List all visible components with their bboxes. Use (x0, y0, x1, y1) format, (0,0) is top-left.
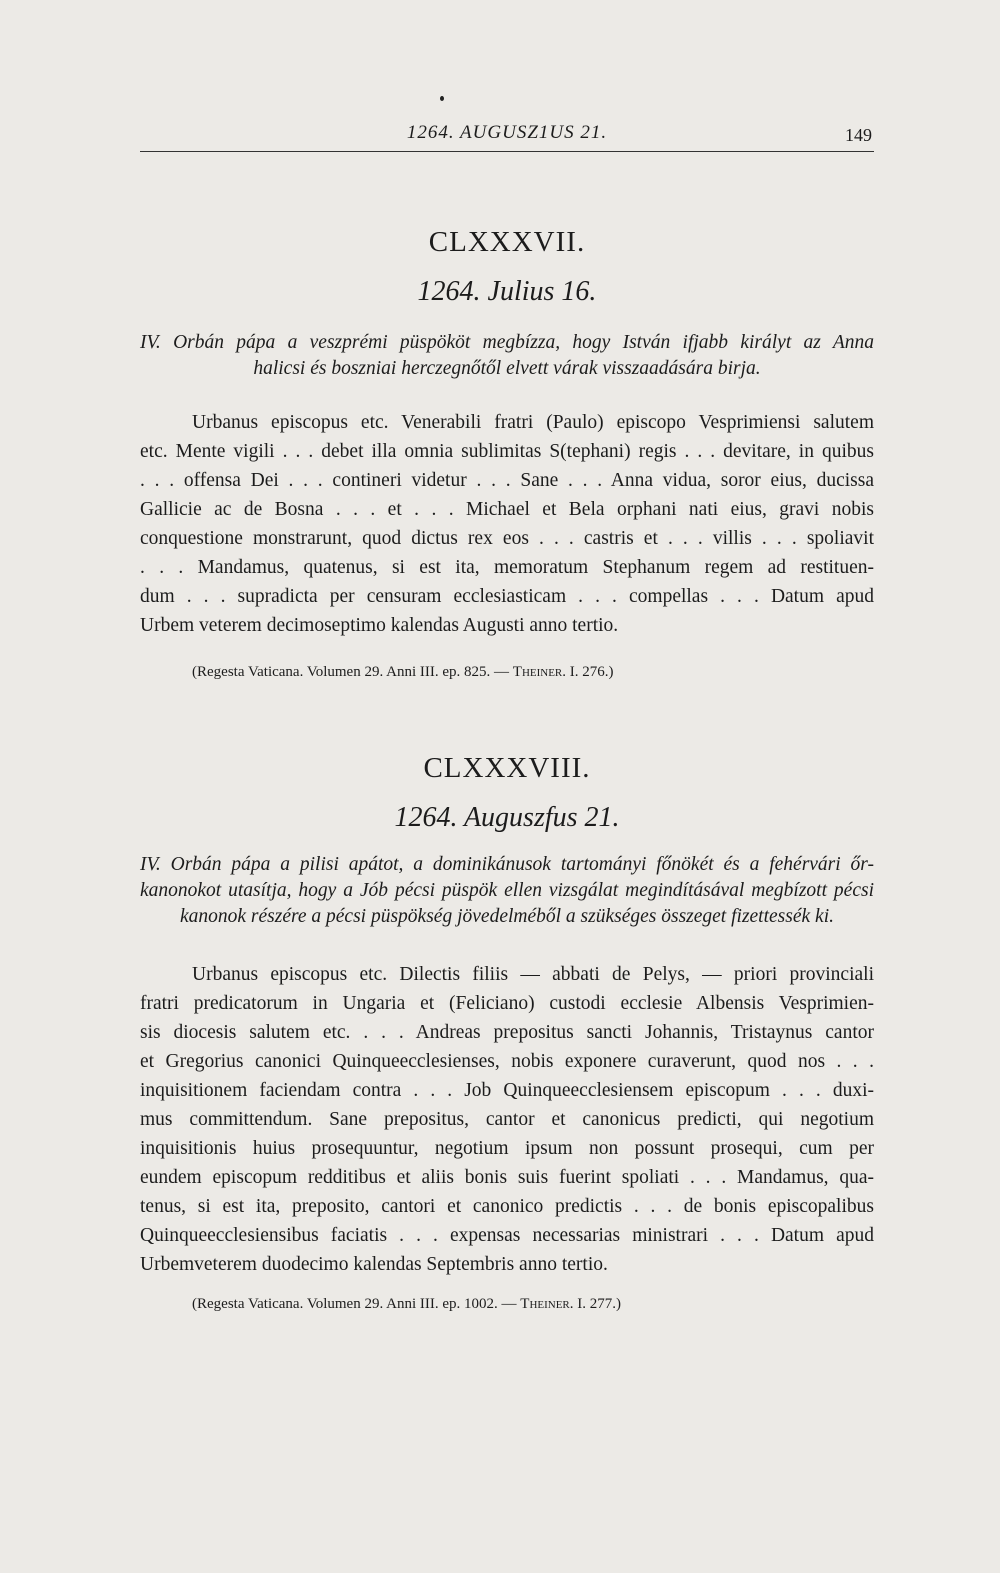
text-line: conquestione monstrarunt, quod dictus rex eos . . . castris et . . . villis . . . spoliavit (140, 528, 874, 549)
text-line: Urbem veterem decimoseptimo kalendas Augusti anno tertio. (140, 615, 619, 636)
text-line: . . . offensa Dei . . . contineri videtur . . . Sane . . . Anna vidua, soror eius, ducissa (140, 470, 874, 491)
running-title: 1264. AUGUSZ1US 21. (406, 122, 608, 143)
document-text (140, 408, 874, 640)
text-line: Quinqueecclesiensibus faciatis . . . expensas necessarias ministrari . . . Datum apud (140, 1225, 874, 1246)
text-line: . . . Mandamus, quatenus, si est ita, memoratum Stephanum regem ad restituen- (140, 557, 874, 578)
summary-line: kanonokot utasítja, hogy a Jób pécsi püspök ellen vizsgálat megindításával megbízott pécsi (140, 880, 874, 901)
source-prefix: (Regesta Vaticana. Volumen 29. Anni III. ep. 1002. — (192, 1296, 521, 1312)
text-line: etc. Mente vigili . . . debet illa omnia sublimitas S(tephani) regis . . . devitare, in quibus (140, 441, 874, 462)
text-line: dum . . . supradicta per censuram ecclesiasticam . . . compellas . . . Datum apud (140, 586, 874, 607)
document-summary (140, 852, 874, 930)
source-author: Theiner (512, 664, 563, 680)
summary-line: halicsi és boszniai herczegnőtől elvett várak visszaadására birja. (253, 358, 761, 379)
text-line: inquisitionis huius prosequuntur, negotium ipsum non possunt prosequi, cum per (140, 1138, 874, 1159)
text-line: et Gregorius canonici Quinqueecclesienses, nobis exponere curaverunt, quod nos . . . (140, 1051, 874, 1072)
summary-line: IV. Orbán pápa a veszprémi püspököt megbízza, hogy István ifjabb királyt az Anna (140, 332, 874, 353)
text-line: tenus, si est ita, preposito, cantori et canonico predictis . . . de bonis episcopalibus (140, 1196, 874, 1217)
text-line: fratri predicatorum in Ungaria et (Feliciano) custodi ecclesie Albensis Vesprimien- (140, 993, 874, 1014)
page-number: 149 (845, 125, 872, 145)
ink-speck (440, 96, 444, 101)
source-suffix: . I. 277.) (569, 1296, 622, 1312)
text-line: eundem episcopum redditibus et aliis bonis suis fuerint spoliati . . . Mandamus, qua- (140, 1167, 874, 1188)
summary-line: kanonok részére a pécsi püspökség jövedelméből a szükséges összeget fizettessék ki. (180, 906, 834, 927)
summary-line: IV. Orbán pápa a pilisi apátot, a dominikánusok tartományi főnökét és a fehérvári őr- (140, 854, 874, 875)
document-date: 1264. Auguszfus 21. (394, 802, 620, 833)
source-citation (192, 1296, 874, 1313)
document-date: 1264. Julius 16. (417, 276, 597, 307)
source-citation (192, 664, 874, 681)
text-line: Gallicie ac de Bosna . . . et . . . Michael et Bela orphani nati eius, gravi nobis (140, 499, 874, 520)
document-number: CLXXXVII. (428, 226, 586, 258)
text-line: sis diocesis salutem etc. . . . Andreas prepositus sancti Johannis, Tristaynus cantor (140, 1022, 874, 1043)
text-line: mus committendum. Sane prepositus, cantor et canonicus predicti, qui negotium (140, 1109, 874, 1130)
text-line: inquisitionem faciendam contra . . . Job Quinqueecclesiensem episcopum . . . duxi- (140, 1080, 874, 1101)
source-author: Theiner (520, 1296, 570, 1312)
text-line: Urbanus episcopus etc. Dilectis filiis — abbati de Pelys, — priori provinciali (192, 964, 874, 985)
text-line: Urbemveterem duodecimo kalendas Septembris anno tertio. (140, 1254, 608, 1275)
document-text (140, 960, 874, 1279)
text-line: Urbanus episcopus etc. Venerabili fratri (Paulo) episcopo Vesprimiensi salutem (192, 412, 874, 433)
header-rule (140, 151, 874, 152)
document-number: CLXXXVIII. (423, 752, 591, 784)
source-suffix: . I. 276.) (562, 664, 614, 680)
document-summary (140, 330, 874, 382)
source-prefix: (Regesta Vaticana. Volumen 29. Anni III. ep. 825. — (192, 664, 513, 680)
running-head (140, 122, 874, 152)
